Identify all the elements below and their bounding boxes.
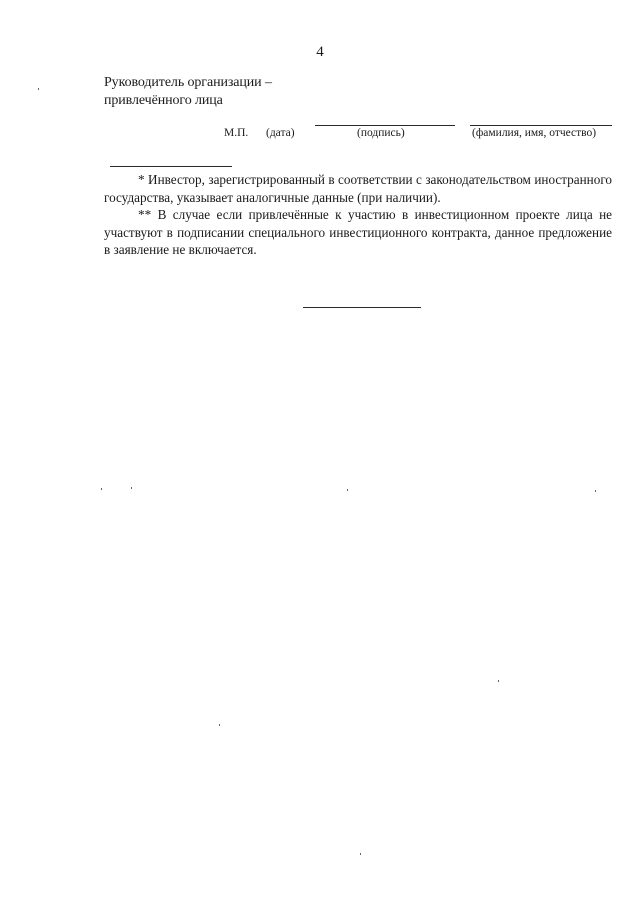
end-of-document-line bbox=[303, 307, 421, 308]
date-label: (дата) bbox=[266, 127, 295, 139]
stamp-label: М.П. bbox=[224, 127, 249, 139]
scan-speck bbox=[219, 724, 220, 726]
signature-line[interactable] bbox=[315, 125, 455, 126]
scan-speck bbox=[131, 487, 132, 489]
scan-speck bbox=[347, 489, 348, 491]
scan-speck bbox=[38, 88, 39, 90]
scan-speck bbox=[101, 488, 102, 490]
page-number: 4 bbox=[316, 44, 324, 60]
full-name-line[interactable] bbox=[470, 125, 612, 126]
footnote-investor: * Инвестор, зарегистрированный в соответствии с законодательством иностранного государства, указывает аналогичные данные (при наличии). bbox=[104, 172, 612, 205]
scan-speck bbox=[595, 490, 596, 492]
signatory-title-line-2: привлечённого лица bbox=[104, 93, 223, 108]
signature-label: (подпись) bbox=[357, 127, 405, 139]
footnote-involved-parties: ** В случае если привлечённые к участию в инвестиционном проекте лица не участвуют в подписании специального инвестиционного контракта, данное предложение в заявление не включается. bbox=[104, 207, 612, 257]
scan-speck bbox=[360, 853, 361, 855]
full-name-label: (фамилия, имя, отчество) bbox=[472, 127, 597, 139]
footnote-separator bbox=[110, 166, 232, 167]
signatory-title-line-1: Руководитель организации – bbox=[104, 75, 272, 90]
scan-speck bbox=[498, 680, 499, 682]
